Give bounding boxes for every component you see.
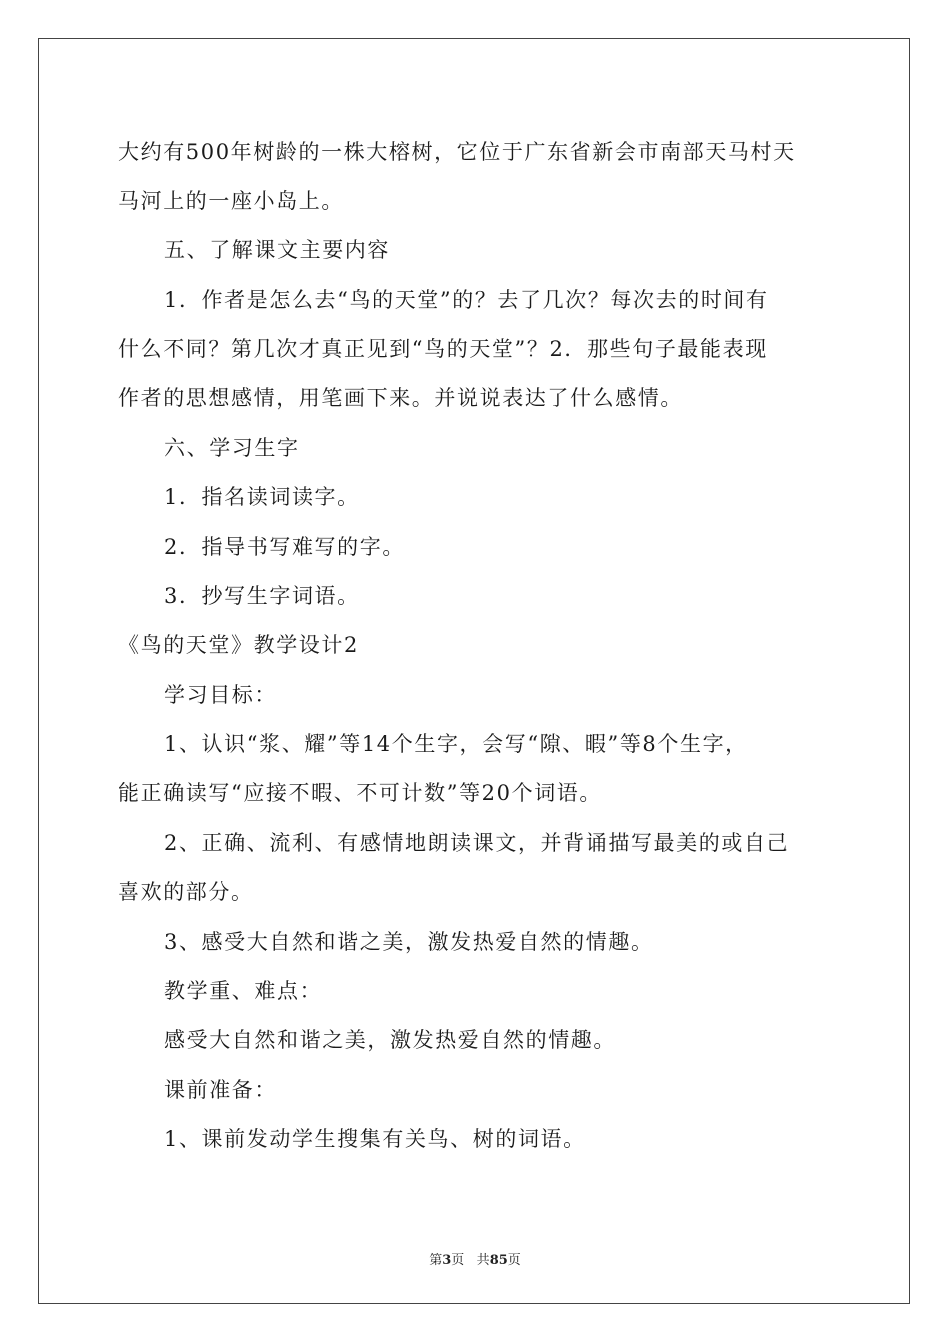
paragraph-line: 感受大自然和谐之美，激发热爱自然的情趣。 [164,1028,616,1052]
section-heading: 课前准备： [164,1078,277,1102]
page-prefix: 第 [429,1253,443,1268]
paragraph-line: 能正确读写“应接不暇、不可计数”等20个词语。 [118,781,602,805]
paragraph-line: 大约有500年树龄的一株大榕树，它位于广东省新会市南部天马村天 [118,140,796,164]
section-heading: 五、了解课文主要内容 [164,238,390,262]
total-prefix: 共 [476,1253,490,1268]
paragraph-line: 1、认识“浆、耀”等14个生字，会写“隙、暇”等8个生字， [164,732,748,756]
paragraph-line: 3、感受大自然和谐之美，激发热爱自然的情趣。 [164,930,654,954]
page-suffix: 页 [451,1253,465,1268]
page-number: 3 [442,1253,452,1268]
total-suffix: 页 [507,1253,521,1268]
section-heading: 六、学习生字 [164,436,300,460]
paragraph-line: 2、正确、流利、有感情地朗读课文，并背诵描写最美的或自己 [164,831,790,855]
list-item: 1．指名读词读字。 [164,485,360,509]
page-frame [38,38,910,1304]
list-item: 3．抄写生字词语。 [164,584,360,608]
list-item: 1、课前发动学生搜集有关鸟、树的词语。 [164,1127,586,1151]
paragraph-line: 马河上的一座小岛上。 [118,189,344,213]
paragraph-line: 什么不同？第几次才真正见到“鸟的天堂”？2．那些句子最能表现 [118,337,768,361]
paragraph-line: 1．作者是怎么去“鸟的天堂”的？去了几次？每次去的时间有 [164,288,769,312]
list-item: 2．指导书写难写的字。 [164,535,405,559]
paragraph-line: 作者的思想感情，用笔画下来。并说说表达了什么感情。 [118,386,683,410]
total-pages: 85 [489,1253,508,1268]
section-heading: 学习目标： [164,683,277,707]
document-title: 《鸟的天堂》教学设计2 [118,633,359,657]
section-heading: 教学重、难点： [164,979,323,1003]
paragraph-line: 喜欢的部分。 [118,880,254,904]
page-footer [0,1249,950,1268]
